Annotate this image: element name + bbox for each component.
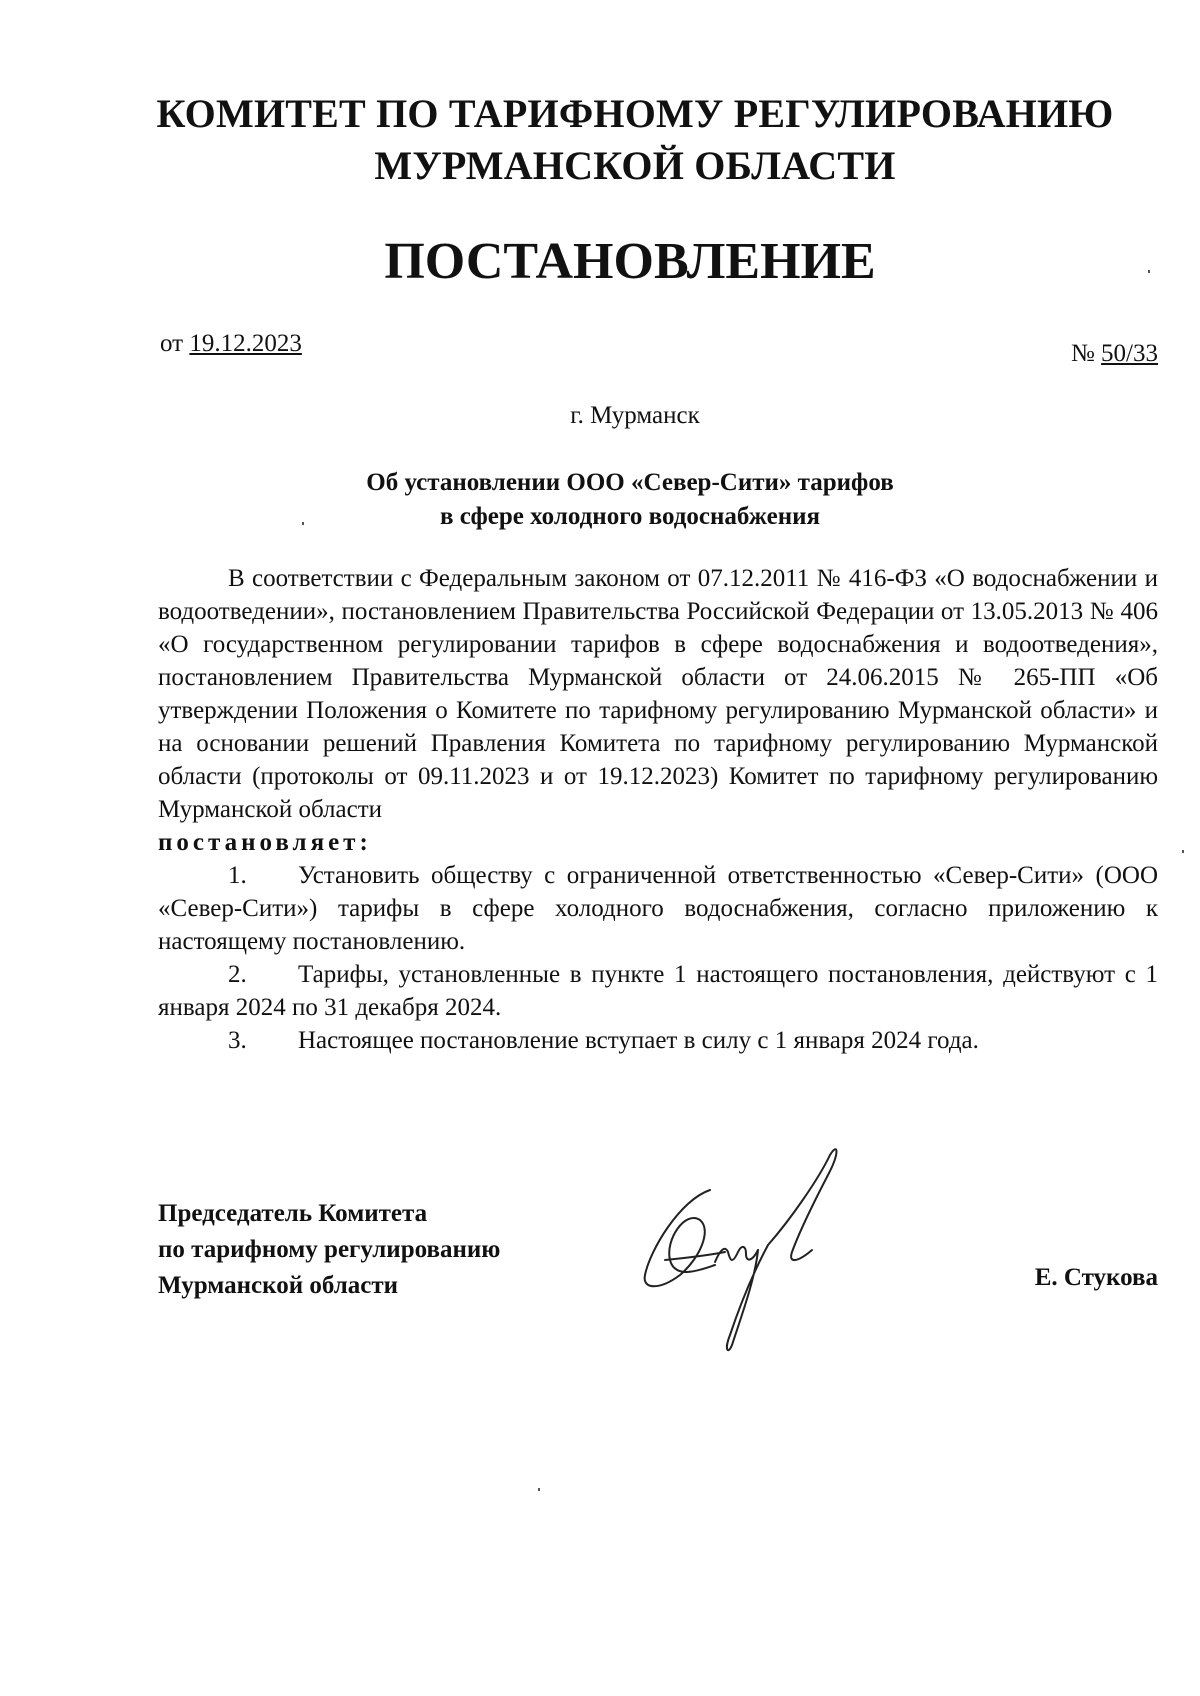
- committee-title: [0, 88, 1200, 192]
- date-prefix: от: [160, 330, 184, 357]
- date-value: 19.12.2023: [189, 330, 302, 357]
- scan-speck: [1148, 270, 1150, 273]
- list-item: [158, 859, 1158, 958]
- signer-title-line3: Мурманской области: [158, 1272, 399, 1299]
- subject-line2: в сфере холодного водоснабжения: [439, 503, 821, 530]
- resolves-line: [158, 826, 1158, 859]
- document-city: г. Мурманск: [570, 402, 700, 429]
- list-item-number: 2.: [228, 961, 247, 988]
- number-value: 50/33: [1101, 340, 1158, 367]
- document-body: [158, 562, 1158, 1057]
- document-number: [1071, 340, 1158, 368]
- scan-speck: [538, 1488, 540, 1491]
- list-item-text: Тарифы, установленные в пункте 1 настоящего постановления, действуют с 1 января 2024 по 31 декабря 2024.: [158, 961, 1158, 1021]
- handwritten-signature-icon: [640, 1140, 900, 1360]
- scan-speck: [302, 522, 304, 525]
- list-item-number: 1.: [228, 862, 247, 889]
- number-prefix: №: [1070, 340, 1095, 367]
- signer-name: Е. Стукова: [1034, 1264, 1158, 1291]
- document-type-heading: ПОСТАНОВЛЕНИЕ: [384, 233, 876, 290]
- committee-title-line1: КОМИТЕТ ПО ТАРИФНОМУ РЕГУЛИРОВАНИЮ: [156, 91, 1114, 136]
- signer-title: [158, 1196, 500, 1304]
- signer-title-line2: по тарифному регулированию: [158, 1236, 501, 1263]
- list-item-text: Установить обществу с ограниченной ответственностью «Север-Сити» (ООО «Север-Сити») тарифы в сфере холодного водоснабжения, согласно приложению к настоящему постановлению.: [158, 862, 1158, 955]
- document-date: [160, 330, 302, 358]
- subject-line1: Об установлении ООО «Север-Сити» тарифов: [366, 469, 894, 496]
- signer-title-line1: Председатель Комитета: [158, 1200, 428, 1227]
- list-item: [158, 958, 1158, 1024]
- committee-title-line2: МУРМАНСКОЙ ОБЛАСТИ: [374, 143, 896, 188]
- resolves-word: постановляет:: [158, 829, 372, 856]
- list-item-text: Настоящее постановление вступает в силу с 1 января 2024 года.: [298, 1027, 979, 1054]
- document-subject: [0, 466, 1200, 534]
- scan-speck: [1182, 850, 1184, 853]
- preamble-paragraph: В соответствии с Федеральным законом от 07.12.2011 № 416-ФЗ «О водоснабжении и водоотведении», постановлением Правительства Российской Федерации от 13.05.2013 № 406 «О государственном регулировании тарифов в сфере водоснабжения и водоотведения», постановлением Правительства Мурманской области от 24.06.2015 № 265-ПП «Об утверждении Положения о Комитете по тарифному регулированию Мурманской области» и на основании решений Правления Комитета по тарифному регулированию Мурманской области (протоколы от 09.11.2023 и от 19.12.2023) Комитет по тарифному регулированию Мурманской области: [158, 565, 1158, 823]
- list-item-number: 3.: [228, 1027, 247, 1054]
- list-item: [158, 1024, 1158, 1057]
